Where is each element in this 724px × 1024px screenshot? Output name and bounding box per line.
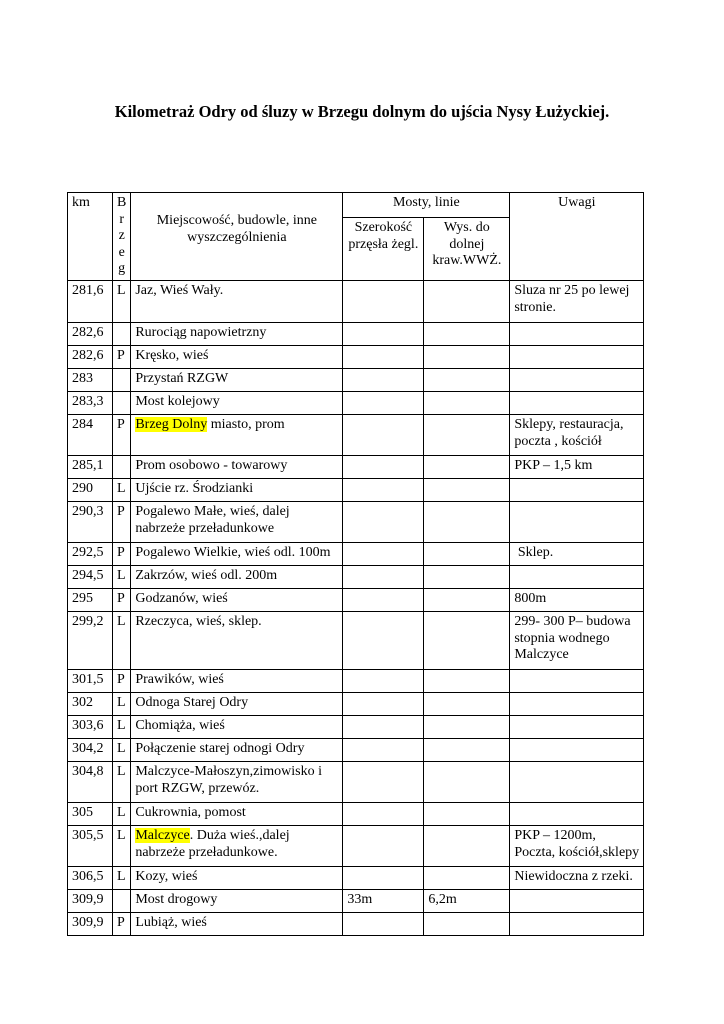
clearance-height-cell <box>424 543 510 566</box>
bank-cell: L <box>113 566 131 589</box>
span-width-cell: 33m <box>343 890 424 913</box>
place-text: miasto, prom <box>207 417 285 432</box>
span-width-cell <box>343 826 424 867</box>
km-cell: 304,2 <box>68 739 113 762</box>
km-cell: 305,5 <box>68 826 113 867</box>
clearance-height-cell <box>424 479 510 502</box>
place-text: Godzanów, wieś <box>135 591 228 606</box>
bank-cell: L <box>113 479 131 502</box>
place-cell <box>131 867 343 890</box>
header-place: Miejscowość, budowle, inne wyszczególnienia <box>131 193 343 281</box>
table-row <box>68 323 644 346</box>
place-cell <box>131 392 343 415</box>
km-cell: 283 <box>68 369 113 392</box>
notes-cell <box>510 670 644 693</box>
bank-cell <box>113 369 131 392</box>
place-text: Rurociąg napowietrzny <box>135 325 267 340</box>
bank-cell <box>113 890 131 913</box>
notes-cell <box>510 739 644 762</box>
bank-cell: L <box>113 867 131 890</box>
notes-cell: Niewidoczna z rzeki. <box>510 867 644 890</box>
bank-cell: L <box>113 693 131 716</box>
place-text: Prom osobowo - towarowy <box>135 458 288 473</box>
table-row <box>68 867 644 890</box>
place-text: Przystań RZGW <box>135 371 229 386</box>
place-cell <box>131 716 343 739</box>
header-brzeg: B r z e g <box>113 193 131 281</box>
km-cell: 281,6 <box>68 281 113 323</box>
bank-cell: P <box>113 913 131 936</box>
span-width-cell <box>343 323 424 346</box>
notes-cell <box>510 392 644 415</box>
place-cell <box>131 693 343 716</box>
clearance-height-cell <box>424 670 510 693</box>
notes-cell: Sklepy, restauracja, poczta , kościół <box>510 415 644 456</box>
place-text: Kręsko, wieś <box>135 348 209 363</box>
place-cell <box>131 803 343 826</box>
span-width-cell <box>343 502 424 543</box>
place-text: Chomiąża, wieś <box>135 718 225 733</box>
clearance-height-cell <box>424 456 510 479</box>
place-cell <box>131 281 343 323</box>
clearance-height-cell <box>424 803 510 826</box>
bank-cell: P <box>113 346 131 369</box>
place-text: Jaz, Wieś Wały. <box>135 283 224 298</box>
span-width-cell <box>343 693 424 716</box>
notes-cell: PKP – 1200m, Poczta, kościół,sklepy <box>510 826 644 867</box>
place-cell <box>131 589 343 612</box>
span-width-cell <box>343 589 424 612</box>
bank-cell: L <box>113 716 131 739</box>
place-cell <box>131 479 343 502</box>
km-cell: 301,5 <box>68 670 113 693</box>
span-width-cell <box>343 346 424 369</box>
notes-cell <box>510 716 644 739</box>
span-width-cell <box>343 479 424 502</box>
clearance-height-cell <box>424 612 510 670</box>
notes-cell <box>510 803 644 826</box>
km-cell: 304,8 <box>68 762 113 803</box>
place-cell <box>131 612 343 670</box>
place-text: Prawików, wieś <box>135 672 224 687</box>
span-width-cell <box>343 281 424 323</box>
span-width-cell <box>343 566 424 589</box>
notes-cell: 299- 300 P– budowa stopnia wodnego Malczyce <box>510 612 644 670</box>
km-cell: 303,6 <box>68 716 113 739</box>
table-row <box>68 890 644 913</box>
notes-cell <box>510 693 644 716</box>
place-text: Pogalewo Małe, wieś, dalej nabrzeże przeładunkowe <box>135 504 294 536</box>
span-width-cell <box>343 739 424 762</box>
place-text: Lubiąż, wieś <box>135 915 207 930</box>
bank-cell: P <box>113 415 131 456</box>
table-row <box>68 369 644 392</box>
notes-cell: PKP – 1,5 km <box>510 456 644 479</box>
km-cell: 282,6 <box>68 323 113 346</box>
header-width: Szerokość przęsła żegl. <box>343 218 424 281</box>
header-bridges: Mosty, linie <box>343 193 510 218</box>
table-row <box>68 281 644 323</box>
span-width-cell <box>343 456 424 479</box>
bank-cell: L <box>113 612 131 670</box>
place-cell <box>131 543 343 566</box>
km-cell: 282,6 <box>68 346 113 369</box>
bank-cell: L <box>113 762 131 803</box>
place-text: Most kolejowy <box>135 394 220 409</box>
bank-cell: L <box>113 739 131 762</box>
place-cell <box>131 762 343 803</box>
span-width-cell <box>343 867 424 890</box>
place-text: Ujście rz. Środzianki <box>135 481 254 496</box>
span-width-cell <box>343 543 424 566</box>
bank-cell <box>113 392 131 415</box>
clearance-height-cell <box>424 867 510 890</box>
table-row <box>68 456 644 479</box>
bank-cell: L <box>113 803 131 826</box>
span-width-cell <box>343 369 424 392</box>
notes-cell <box>510 502 644 543</box>
km-cell: 299,2 <box>68 612 113 670</box>
table-row <box>68 693 644 716</box>
km-cell: 290 <box>68 479 113 502</box>
place-cell <box>131 369 343 392</box>
place-text: Połączenie starej odnogi Odry <box>135 741 305 756</box>
clearance-height-cell <box>424 566 510 589</box>
place-text: . Duża wieś.,dalej nabrzeże przeładunkowe. <box>135 828 294 860</box>
notes-cell: 800m <box>510 589 644 612</box>
km-cell: 285,1 <box>68 456 113 479</box>
clearance-height-cell <box>424 346 510 369</box>
table-row <box>68 716 644 739</box>
place-text: Kozy, wieś <box>135 869 198 884</box>
clearance-height-cell <box>424 826 510 867</box>
table-row <box>68 415 644 456</box>
km-cell: 309,9 <box>68 890 113 913</box>
span-width-cell <box>343 913 424 936</box>
table-body <box>68 281 644 936</box>
table-row <box>68 670 644 693</box>
table-row <box>68 826 644 867</box>
place-cell <box>131 913 343 936</box>
place-text: Malczyce-Małoszyn,zimowisko i port RZGW, przewóz. <box>135 764 326 796</box>
table-row <box>68 502 644 543</box>
notes-cell <box>510 479 644 502</box>
table-row <box>68 803 644 826</box>
clearance-height-cell <box>424 415 510 456</box>
table-row <box>68 479 644 502</box>
span-width-cell <box>343 670 424 693</box>
km-cell: 309,9 <box>68 913 113 936</box>
notes-cell: Sklep. <box>510 543 644 566</box>
table-row <box>68 913 644 936</box>
km-cell: 292,5 <box>68 543 113 566</box>
table-row <box>68 762 644 803</box>
clearance-height-cell <box>424 589 510 612</box>
bank-cell <box>113 456 131 479</box>
bank-cell: P <box>113 502 131 543</box>
document-title: Kilometraż Odry od śluzy w Brzegu dolnym do ujścia Nysy Łużyckiej. <box>114 102 610 121</box>
km-cell: 290,3 <box>68 502 113 543</box>
bank-cell: L <box>113 281 131 323</box>
km-cell: 305 <box>68 803 113 826</box>
notes-cell <box>510 369 644 392</box>
clearance-height-cell <box>424 369 510 392</box>
km-cell: 302 <box>68 693 113 716</box>
table-row <box>68 543 644 566</box>
km-cell: 306,5 <box>68 867 113 890</box>
span-width-cell <box>343 612 424 670</box>
notes-cell <box>510 762 644 803</box>
table-row <box>68 392 644 415</box>
km-cell: 283,3 <box>68 392 113 415</box>
km-cell: 284 <box>68 415 113 456</box>
notes-cell <box>510 566 644 589</box>
km-cell: 295 <box>68 589 113 612</box>
place-cell <box>131 826 343 867</box>
notes-cell <box>510 890 644 913</box>
header-height: Wys. do dolnej kraw.WWŻ. <box>424 218 510 281</box>
table-row <box>68 739 644 762</box>
place-text: Most drogowy <box>135 892 218 907</box>
clearance-height-cell <box>424 323 510 346</box>
place-text: Zakrzów, wieś odl. 200m <box>135 568 278 583</box>
place-cell <box>131 566 343 589</box>
table-row <box>68 346 644 369</box>
span-width-cell <box>343 803 424 826</box>
span-width-cell <box>343 716 424 739</box>
place-text: Pogalewo Wielkie, wieś odl. 100m <box>135 545 331 560</box>
bank-cell: P <box>113 670 131 693</box>
place-cell <box>131 670 343 693</box>
place-cell <box>131 502 343 543</box>
bank-cell <box>113 323 131 346</box>
span-width-cell <box>343 762 424 803</box>
notes-cell <box>510 346 644 369</box>
clearance-height-cell <box>424 762 510 803</box>
table-row <box>68 566 644 589</box>
span-width-cell <box>343 392 424 415</box>
clearance-height-cell: 6,2m <box>424 890 510 913</box>
km-cell: 294,5 <box>68 566 113 589</box>
place-cell <box>131 890 343 913</box>
place-text: Rzeczyca, wieś, sklep. <box>135 614 262 629</box>
kilometrage-table <box>67 192 644 936</box>
place-cell <box>131 739 343 762</box>
clearance-height-cell <box>424 739 510 762</box>
notes-cell <box>510 913 644 936</box>
span-width-cell <box>343 415 424 456</box>
clearance-height-cell <box>424 392 510 415</box>
clearance-height-cell <box>424 281 510 323</box>
place-cell <box>131 456 343 479</box>
clearance-height-cell <box>424 693 510 716</box>
place-text: Cukrownia, pomost <box>135 805 246 820</box>
clearance-height-cell <box>424 716 510 739</box>
notes-cell: Sluza nr 25 po lewej stronie. <box>510 281 644 323</box>
clearance-height-cell <box>424 913 510 936</box>
bank-cell: P <box>113 543 131 566</box>
place-cell <box>131 415 343 456</box>
bank-cell: L <box>113 826 131 867</box>
header-notes: Uwagi <box>510 193 644 281</box>
place-text: Odnoga Starej Odry <box>135 695 249 710</box>
table-row <box>68 589 644 612</box>
bank-cell: P <box>113 589 131 612</box>
header-km: km <box>68 193 113 281</box>
notes-cell <box>510 323 644 346</box>
place-cell <box>131 346 343 369</box>
highlighted-place-name: Malczyce <box>135 828 190 843</box>
place-cell <box>131 323 343 346</box>
clearance-height-cell <box>424 502 510 543</box>
table-row <box>68 612 644 670</box>
highlighted-place-name: Brzeg Dolny <box>135 417 208 432</box>
